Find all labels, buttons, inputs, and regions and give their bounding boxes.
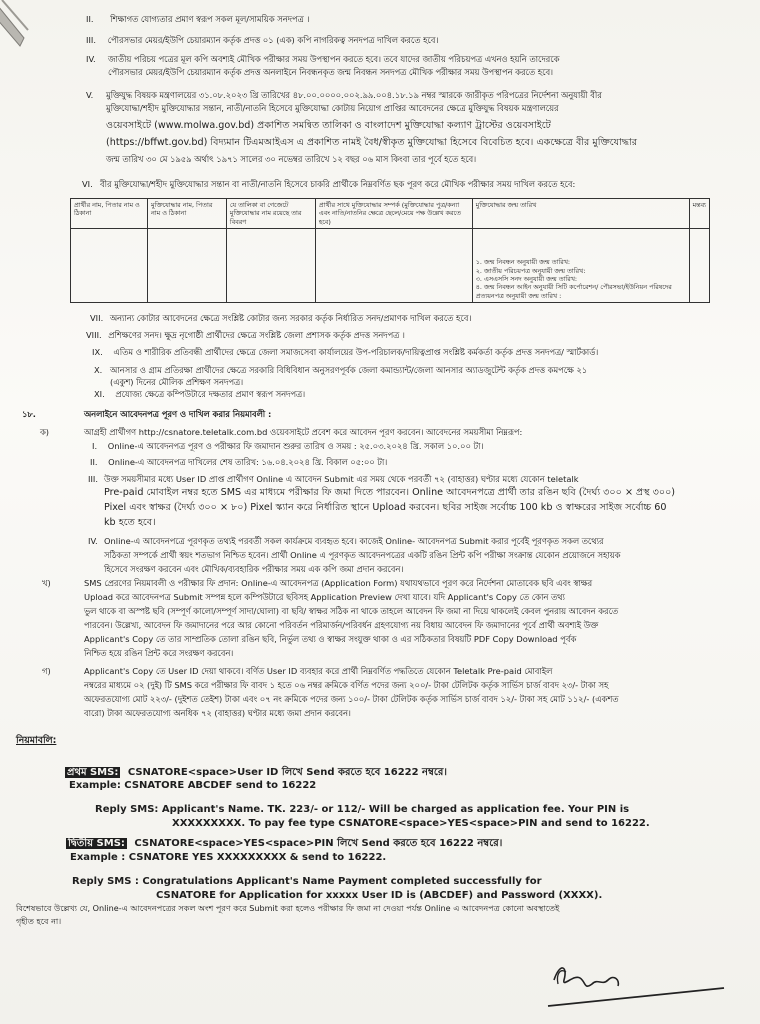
quota-table (70, 198, 710, 303)
item-v-line: ওয়েবসাইটে (www.molwa.gov.bd) প্রকাশিত সমন্বিত তালিকা ও বাংলাদেশ মুক্তিযোদ্ধা কল্যাণ ট্রাস্টের ওয়েবসাইটে (106, 120, 551, 131)
para-line: নম্বরের মাধ্যমে ০২ (দুই) টি SMS করে পরীক্ষার ফি বাবদ ১ হতে ০৬ নম্বর ক্রমিকে বর্ণিত পদের জন্য ২০০/- টাকা টেলিটক কর্তৃক সার্ভিস চার্জ বাবদ ২৩/- টাকা সহ (84, 680, 609, 690)
para-line: Online-এ আবেদনপত্রে পূরণকৃত তথ্যই পরবর্তী সকল কার্যক্রমে ব্যবহৃত হবে। কাজেই Online- আবেদনপত্র Submit করার পূর্বেই পূরণকৃত সকল তথ্যের (104, 536, 604, 546)
important-note: বিশেষভাবে উল্লেখ্য যে, Online-এ আবেদনপত্রের সকল অংশ পূরণ করে Submit করা হলেও পরীক্ষার ফি জমা না দেওয়া পর্যন্ত Online এ আবেদনপত্র কোনো অবস্থাতেই (16, 903, 560, 913)
table-header-row (71, 199, 710, 229)
para-line: SMS প্রেরণের নিয়মাবলী ও পরীক্ষার ফি প্রদান: Online-এ আবেদনপত্র (Application Form) যথাযথভাবে পূরণ করে নির্দেশনা মোতাবেক ছবি এবং স্বাক্ষর (84, 578, 593, 588)
item-text: প্রশিক্ষণের সনদ। ক্ষুদ্র নৃগোষ্ঠী প্রার্থীদের ক্ষেত্রে সংশ্লিষ্ট জেলা প্রশাসক কর্তৃক প্রদত্ত সনদপত্র । (108, 330, 405, 340)
website-line: আগ্রহী প্রার্থীগণ http://csnatore.teletalk.com.bd ওয়েবসাইটে প্রবেশ করে আবেদন পূরণ করবেন। আবেদনের সময়সীমা নিম্নরূপ: (84, 427, 523, 437)
important-note-cont: গৃহীত হবে না। (16, 916, 62, 926)
item-text: শিক্ষাগত যোগ্যতার প্রমাণ স্বরূপ সকল মূল/সাময়িক সনদপত্র । (110, 14, 310, 24)
para-line: kb হতে হবে। (104, 517, 156, 528)
para-line: নিশ্চিত হয়ে রঙিন প্রিন্ট করে সংরক্ষণ করবেন। (84, 648, 234, 658)
dob-item: ৩. এসএসসি সনদ অনুযায়ী জন্ম তারিখ: (475, 275, 578, 283)
item-num: IV. (88, 536, 98, 546)
first-sms-text: CSNATORE<space>User ID লিখে Send করতে হবে 16222 নম্বরে। (127, 767, 448, 778)
dob-item: ১. জন্ম নিবন্ধন অনুযায়ী জন্ম তারিখ: (475, 258, 571, 267)
item-x-num: X. (94, 365, 103, 375)
para-line: উক্ত সময়সীমার মধ্যে User ID প্রাপ্ত প্রার্থীগণ Online এ আবেদন Submit এর সময় থেকে পরবর্তী ৭২ (বাহাত্তর) ঘণ্টার মধ্যে যেকোন teletalk (104, 474, 579, 484)
para-line: Applicant's Copy তে User ID দেয়া থাকবে। বর্ণিত User ID ব্যবহার করে প্রার্থী নিম্নবর্ণিত পদ্ধতিতে যেকোন Teletalk Pre-paid মোবাইল (84, 666, 553, 676)
reply-sms-2-cont: CSNATORE for Application for xxxxx User ID is (ABCDEF) and Password (XXXX). (156, 890, 603, 901)
item-v-line: জন্ম তারিখ ৩০ মে ১৯৫৯ অর্থাৎ ১৯৭১ সালের ৩০ নভেম্বর তারিখে ১২ বছর ০৬ মাস কিংবা তার পূর্বে হতে হবে। (106, 154, 477, 164)
table-cell (147, 229, 226, 303)
para-line: Pre-paid মোবাইল নম্বর হতে SMS এর মাধ্যমে পরীক্ষার ফি জমা দিতে পারবেন। Online আবেদনপত্রে প্রার্থী তার রঙিন ছবি (দৈর্ঘ্য ৩০০ × প্রস্থ ৩০০) (104, 487, 676, 498)
item-num: II. (90, 457, 98, 467)
table-cell (71, 229, 148, 303)
item-text: প্রযোজ্য ক্ষেত্রে কম্পিউটারে দক্ষতার প্রমাণ স্বরূপ সনদপত্র। (115, 389, 306, 399)
item-num: XI. (94, 389, 105, 399)
item-num: IX. (92, 347, 103, 357)
second-sms-text: CSNATORE<space>YES<space>PIN লিখে Send করতে হবে 16222 নম্বরে। (134, 838, 503, 849)
item-ix (92, 347, 598, 358)
corner-clip-icon (0, 0, 38, 56)
para-line: সঠিকতা সম্পর্কে প্রার্থী স্বয়ং শতভাগ নিশ্চিত হবেন। প্রার্থী Online এ পূরণকৃত আবেদনপত্রের একটি রঙিন প্রিন্ট কপি পরীক্ষা সংক্রান্ত যেকোন প্রয়োজনে সহায়ক (104, 550, 621, 560)
item-text: এতিম ও শারীরিক প্রতিবন্ধী প্রার্থীদের ক্ষেত্রে জেলা সমাজসেবা কার্যালয়ের উপ-পরিচালক/দায়িত্বপ্রাপ্ত সংশ্লিষ্ট কর্মকর্তা কর্তৃক প্রদত্ত সনদপত্র/ স্মার্টকার্ড। (113, 347, 599, 357)
timeline-item (92, 441, 483, 452)
item-viii (86, 330, 405, 341)
signature (534, 944, 734, 1014)
dob-item: ২. জাতীয় পরিচয়পত্র অনুযায়ী জন্ম তারিখ: (475, 266, 586, 275)
subsection-label: ক) (40, 427, 50, 437)
item-num: VIII. (86, 330, 102, 340)
section-number: ১৮. (22, 409, 36, 419)
table-cell (315, 229, 472, 303)
item-num: I. (92, 441, 98, 451)
first-sms-label: প্রথম SMS: (67, 767, 119, 778)
item-text: Online-এ আবেদনপত্র পূরণ ও পরীক্ষার ফি জমাদান শুরুর তারিখ ও সময় : ২৫.০৩.২০২৪ খ্রি. সকাল ১০.০০ টা। (107, 441, 484, 451)
item-x-line: (একুশ) দিনের মৌলিক প্রশিক্ষণ সনদপত্র। (110, 377, 244, 387)
section-title: অনলাইনে আবেদনপত্র পূরণ ও দাখিল করার নিয়মাবলী : (84, 409, 272, 419)
subsection-label: খ) (42, 578, 51, 588)
reply-sms-1: Reply SMS: Applicant's Name. TK. 223/- or 112/- Will be charged as application fee. Your PIN is (95, 804, 630, 815)
item-vi-num: VI. (82, 179, 93, 189)
item-text: Online-এ আবেদনপত্র দাখিলের শেষ তারিখ: ১৬.০৪.২০২৪ খ্রি. বিকাল ০৫:০০ টা। (108, 457, 388, 467)
dob-item: ৪. জন্ম নিবন্ধন আইন অনুযায়ী সিটি কর্পোরেশন/ পৌরসভা/ইউনিয়ন পরিষদের প্রত্যয়নপত্র অনুযায়ী জন্ম তারিখ : (475, 283, 672, 300)
item-x-line: আনসার ও গ্রাম প্রতিরক্ষা প্রার্থীদের ক্ষেত্রে সরকারি বিধিবিধান অনুসরণপূর্বক জেলা কমান্ড্যান্ট/জেলা আনসার অ্যাডজুটেন্ট কর্তৃক প্রদত্ত কমপক্ষে ২১ (110, 365, 588, 375)
item-v-num: V. (86, 90, 94, 100)
para-line: পারবেন। উল্লেখ্য, আবেদন ফি জমাদানের পরে আর কোনো পরিবর্তন পরিমার্জন/পরিবর্ধন গ্রহণযোগ্য নয় বিধায় আবেদন ফি জমাদানের পূর্বে প্রার্থী অবশ্যই উক্ত (84, 620, 599, 630)
item-ii (86, 14, 309, 25)
table-header-cell: প্রার্থীর সাথে মুক্তিযোদ্ধার সম্পর্ক (মুক্তিযোদ্ধার পুত্র/কন্যা এবং নাতি/নাতনির ক্ষেত্রে ছেলে/মেয়ে পক্ষ উল্লেখ করতে হবে) (315, 199, 472, 229)
item-num: II. (86, 14, 94, 24)
second-sms-label: দ্বিতীয় SMS: (68, 838, 125, 849)
para-line: বারো) টাকা অফেরতযোগ্য অনধিক ৭২ (বাহাত্তর) ঘণ্টার মধ্যে জমা প্রদান করবেন। (84, 708, 351, 718)
example-2: Example : CSNATORE YES XXXXXXXXX & send to 16222. (70, 852, 387, 863)
para-line: Pixel এবং স্বাক্ষর (দৈর্ঘ্য ৩০০ × ৮০) Pixel স্ক্যান করে নির্ধারিত স্থানে Upload করবেন। ছবির সাইজ সর্বোচ্চ 100 kb ও স্বাক্ষরের সাইজ সর্বোচ্চ 60 (104, 502, 667, 513)
para-line: হিসেবে সংরক্ষণ করবেন এবং মৌখিক/ব্যবহারিক পরীক্ষার সময় এক কপি জমা প্রদান করবেন। (104, 564, 404, 574)
timeline-item (90, 457, 387, 468)
first-sms-line (65, 767, 447, 778)
dob-cell (472, 229, 689, 303)
item-v-line: মুক্তিযুদ্ধ বিষয়ক মন্ত্রণালয়ের ৩১.০৮.২০২৩ খ্রি তারিখের ৪৮.০০.০০০০.০০২.৯৯.০০৪.১৮.১৯ নম্বর স্মারকে জারীকৃত পরিপত্রের নির্দেশনা অনুযায়ী বীর (106, 90, 602, 100)
table-header-cell: যে তালিকা বা গেজেটে মুক্তিযোদ্ধার নাম রয়েছে তার বিবরণ (226, 199, 315, 229)
table-cell (226, 229, 315, 303)
table-header-cell: মুক্তিযোদ্ধার জন্ম তারিখ (472, 199, 689, 229)
reply-sms-2: Reply SMS : Congratulations Applicant's Name Payment completed successfully for (72, 876, 542, 887)
reply-sms-1-cont: XXXXXXXXX. To pay fee type CSNATORE<space>YES<space>PIN and send to 16222. (172, 818, 650, 829)
item-vii (90, 313, 471, 324)
item-iv-line: পৌরসভার মেয়র/ইউপি চেয়ারম্যান কর্তৃক প্রদত্ত অনলাইনে নিবন্ধনকৃত জন্ম নিবন্ধন সনদপত্র মৌখিক পরীক্ষার সময় উপস্থাপন করতে হবে। (108, 67, 554, 77)
para-line: Upload করে আবেদনপত্র Submit সম্পন্ন হলে কম্পিউটারে ছবিসহ Application Preview দেখা যাবে। যদি Applicant's Copy তে কোন তথ্য (84, 592, 565, 602)
item-num: VII. (90, 313, 104, 323)
para-line: Applicant's Copy তে তার সাম্প্রতিক তোলা রঙিন ছবি, নির্ভুল তথ্য ও স্বাক্ষর সংযুক্ত থাকা ও এর সঠিকতার বিষয়টি PDF Copy Download পূর্বক (84, 634, 577, 644)
item-iv-num: IV. (86, 54, 96, 64)
item-num: III. (86, 35, 96, 45)
item-iii (86, 35, 438, 46)
item-iv-line: জাতীয় পরিচয় পত্রের মূল কপি অবশ্যই মৌখিক পরীক্ষার সময় উপস্থাপন করতে হবে। তবে যাদের জাতীয় পরিচয়পত্র এখনও হয়নি তাদেরকে (108, 54, 560, 64)
table-row (71, 229, 710, 303)
table-header-cell: মুক্তিযোদ্ধার নাম, পিতার নাম ও ঠিকানা (147, 199, 226, 229)
second-sms-line (66, 838, 502, 849)
item-num: III. (88, 474, 98, 484)
item-text: পৌরসভার মেয়র/ইউপি চেয়ারম্যান কর্তৃক প্রদত্ত ০১ (এক) কপি নাগরিকত্ব সনদপত্র দাখিল করতে হবে। (107, 35, 439, 45)
item-xi (94, 389, 305, 400)
para-line: ভুল থাকে বা অস্পষ্ট ছবি (সম্পূর্ণ কালো/সম্পূর্ণ সাদা/ঘোলা) বা ছবি/ স্বাক্ষর সঠিক না থাকে তাহলে আবেদন ফি জমা না দিয়ে থাকলেই কেবল পুনরায় আবেদন করতে (84, 606, 619, 616)
table-header-cell: প্রার্থীর নাম, পিতার নাম ও ঠিকানা (71, 199, 148, 229)
item-v-line: মুক্তিযোদ্ধা/শহীদ মুক্তিযোদ্ধার সন্তান, নাতী/নাতনি হিসেবে মুক্তিযোদ্ধা কোটায় নিয়োগ প্রাপ্তির আবেদনের ক্ষেত্রে মুক্তিযুদ্ধ বিষয়ক মন্ত্রণালয়ের (106, 103, 559, 113)
table-header-cell: মন্তব্য (689, 199, 709, 229)
item-vi-text: বীর মুক্তিযোদ্ধা/শহীদ মুক্তিযোদ্ধার সন্তান বা নাতী/নাতনি হিসেবে চাকরি প্রার্থীকে নিম্নবর্ণিত ছক পূরণ করে মৌখিক পরীক্ষার সময় দাখিল করতে হবে: (100, 179, 576, 189)
para-line: অফেরতযোগ্য মোট ২২৩/- (দুইশত তেইশ) টাকা এবং ০৭ নং ক্রমিকে পদের জন্য ১০০/- টাকা টেলিটক কর্তৃক সার্ভিস চার্জ বাবদ ১২/- টাকা সহ মোট ১১২/- (একশত (84, 694, 619, 704)
rules-title: নিয়মাবলি: (16, 735, 57, 746)
subsection-label: গ) (42, 666, 51, 676)
item-text: অন্যান্য কোটার আবেদনের ক্ষেত্রে সংশ্লিষ্ট কোটার জন্য সরকার কর্তৃক নির্ধারিত সনদ/প্রমাণক দাখিল করতে হবে। (109, 313, 472, 323)
example-1: Example: CSNATORE ABCDEF send to 16222 (69, 780, 317, 791)
table-cell (689, 229, 709, 303)
item-v-line: (https://bffwt.gov.bd) বিদ্যমান টিএমআইএস এ প্রকাশিত নামই বৈধ/স্বীকৃত মুক্তিযোদ্ধা হিসেবে বিবেচিত হবে। একক্ষেত্রে বীর মুক্তিযোদ্ধার (106, 137, 638, 148)
